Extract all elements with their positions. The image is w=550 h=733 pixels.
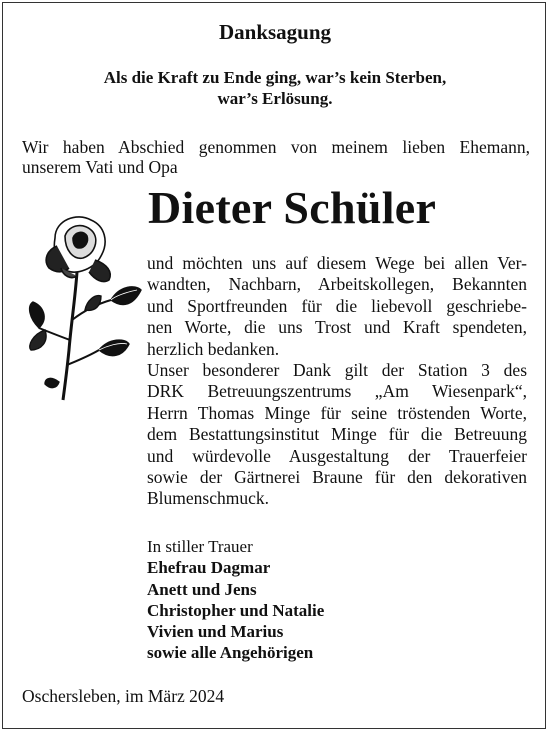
motto [0, 67, 550, 109]
thanks-line: und würdevolle Ausgestaltung der Trauerfeier [147, 445, 527, 466]
intro-text [22, 137, 530, 177]
intro-line-1: Wir haben Abschied genommen von meinem lieben Ehemann, [22, 137, 530, 157]
deceased-name: Dieter Schüler [148, 182, 437, 233]
mourner-name: Vivien und Marius [147, 622, 284, 642]
notice-title: Danksagung [218, 20, 332, 44]
thanks-line: Unser besonderer Dank gilt der Station 3 des [147, 360, 527, 381]
thanks-line: und möchten uns auf diesem Wege bei allen Ver- [147, 253, 527, 273]
thanks-line: dem Bestattungsinstitut Minge für die Betreuung [147, 424, 527, 445]
thanks-line: DRK Betreuungszentrums „Am Wiesenpark“, [147, 381, 527, 402]
thanks-line: wandten, Nachbarn, Arbeitskollegen, Bekannten [147, 274, 527, 295]
mourner-name: Christopher und Natalie [147, 600, 325, 620]
motto-line-1: Als die Kraft zu Ende ging, war’s kein Sterben, [103, 68, 447, 87]
rose-icon [25, 210, 143, 405]
intro-line-2: unserem Vati und Opa [22, 157, 178, 177]
thanks-line: sowie der Gärtnerei Braune für den dekorativen [147, 467, 527, 488]
mourner-name: sowie alle Angehörigen [147, 643, 314, 663]
thanks-line: Blumenschmuck. [147, 488, 269, 509]
motto-line-2: war’s Erlösung. [217, 89, 333, 108]
thanks-line: und Sportfreunden für die liebevoll geschriebe- [147, 295, 527, 316]
mourner-name: Anett und Jens [147, 579, 257, 599]
signature-intro: In stiller Trauer [147, 537, 253, 556]
thanks-line: nen Worte, die uns Trost und Kraft spendeten, [147, 317, 527, 338]
thanks-text [147, 253, 527, 510]
place-date: Oschersleben, im März 2024 [22, 686, 225, 706]
thanks-line: Herrn Thomas Minge für seine tröstenden Worte, [147, 402, 527, 423]
thanks-line: herzlich bedanken. [147, 338, 280, 359]
signature-block [147, 536, 324, 664]
mourner-name: Ehefrau Dagmar [147, 558, 271, 578]
